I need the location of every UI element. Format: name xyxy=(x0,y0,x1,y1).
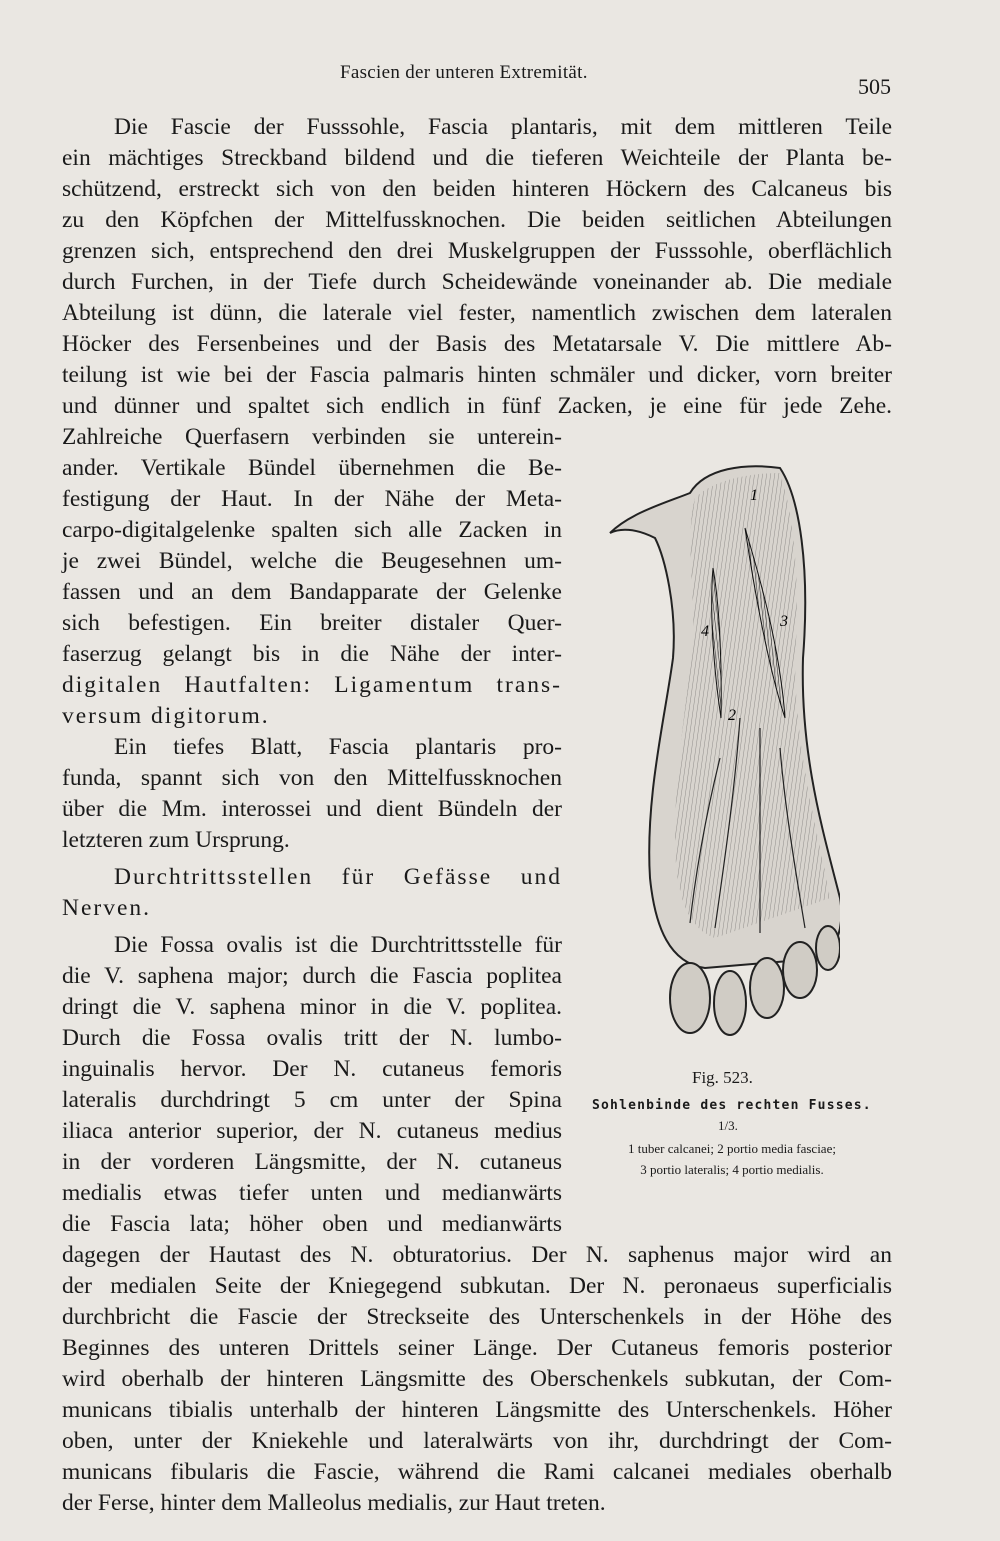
text-line: über die Mm. interossei und dient Bündeln der xyxy=(62,796,562,822)
text-line: der Ferse, hinter dem Malleolus medialis, zur Haut treten. xyxy=(62,1490,606,1516)
text-line: dagegen der Hautast des N. obturatorius. Der N. saphenus major wird an xyxy=(62,1242,892,1268)
figure-scale: 1/3. xyxy=(718,1118,738,1133)
text-line: die V. saphena major; durch die Fascia poplitea xyxy=(62,963,562,989)
figure-caption-title: Sohlenbinde des rechten Fusses. xyxy=(592,1098,872,1113)
text-line: letzteren zum Ursprung. xyxy=(62,827,290,853)
text-line: Die Fascie der Fusssohle, Fascia plantaris, mit dem mittleren Teile xyxy=(114,114,892,140)
figure-label: 3 xyxy=(780,613,788,630)
figure-label: 1 xyxy=(750,487,758,504)
text-line: durchbricht die Fascie der Streckseite des Unterschenkels in der Höhe des xyxy=(62,1304,892,1330)
text-line: medialis etwas tiefer unten und medianwärts xyxy=(62,1180,562,1206)
text-line: Abteilung ist dünn, die laterale viel fester, namentlich zwischen dem lateralen xyxy=(62,300,892,326)
text-line: carpo-digitalgelenke spalten sich alle Zacken in xyxy=(62,517,562,543)
text-line: teilung ist wie bei der Fascia palmaris hinten schmäler und dicker, vorn breiter xyxy=(62,362,892,388)
text-line: Höcker des Fersenbeines und der Basis des Metatarsale V. Die mittlere Ab- xyxy=(62,331,892,357)
text-line: municans fibularis die Fascie, während die Rami calcanei mediales oberhalb xyxy=(62,1459,892,1485)
figure-label: 2 xyxy=(728,707,736,724)
text-line: Die Fossa ovalis ist die Durchtrittsstelle für xyxy=(114,932,562,958)
text-line: wird oberhalb der hinteren Längsmitte des Oberschenkels subkutan, der Com- xyxy=(62,1366,892,1392)
text-line: durch Furchen, in der Tiefe durch Scheidewände voneinander ab. Die mediale xyxy=(62,269,892,295)
text-line: ander. Vertikale Bündel übernehmen die Be- xyxy=(62,455,562,481)
text-line: faserzug gelangt bis in die Nähe der inter- xyxy=(62,641,562,667)
text-line: in der vorderen Längsmitte, der N. cutaneus xyxy=(62,1149,562,1175)
text-line: inguinalis hervor. Der N. cutaneus femoris xyxy=(62,1056,562,1082)
figure-foot-illustration xyxy=(595,458,840,1043)
legend-line: 3 portio lateralis; 4 portio medialis. xyxy=(640,1162,824,1177)
legend-line: 1 tuber calcanei; 2 portio media fasciae; xyxy=(628,1141,836,1156)
text-line: dringt die V. saphena minor in die V. poplitea. xyxy=(62,994,562,1020)
figure-number: Fig. 523. xyxy=(692,1068,753,1087)
running-head: Fascien der unteren Extremität. xyxy=(340,62,588,83)
text-line: Zahlreiche Querfasern verbinden sie unterein- xyxy=(62,424,562,450)
text-line: digitalen Hautfalten: Ligamentum trans- xyxy=(62,672,562,698)
text-line: grenzen sich, entsprechend den drei Muskelgruppen der Fusssohle, oberflächlich xyxy=(62,238,892,264)
text-line: fassen und an dem Bandapparate der Gelenke xyxy=(62,579,562,605)
text-line: der medialen Seite der Kniegegend subkutan. Der N. peronaeus superficialis xyxy=(62,1273,892,1299)
text-line: Ein tiefes Blatt, Fascia plantaris pro- xyxy=(114,734,562,760)
text-line: schützend, erstreckt sich von den beiden hinteren Höckern des Calcaneus bis xyxy=(62,176,892,202)
text-line: lateralis durchdringt 5 cm unter der Spina xyxy=(62,1087,562,1113)
text-line: festigung der Haut. In der Nähe der Meta- xyxy=(62,486,562,512)
text-line: funda, spannt sich von den Mittelfussknochen xyxy=(62,765,562,791)
text-line: sich befestigen. Ein breiter distaler Quer- xyxy=(62,610,562,636)
page-number: 505 xyxy=(858,74,891,99)
text-line: versum digitorum. xyxy=(62,703,270,729)
text-line: die Fascia lata; höher oben und medianwärts xyxy=(62,1211,562,1237)
text-line: Durch die Fossa ovalis tritt der N. lumbo- xyxy=(62,1025,562,1051)
figure-label: 4 xyxy=(701,623,709,640)
section-heading: Nerven. xyxy=(62,895,152,921)
text-line: ein mächtiges Streckband bildend und die tieferen Weichteile der Planta be- xyxy=(62,145,892,171)
text-line: zu den Köpfchen der Mittelfussknochen. Die beiden seitlichen Abteilungen xyxy=(62,207,892,233)
page-header xyxy=(0,62,1000,99)
text-line: iliaca anterior superior, der N. cutaneus medius xyxy=(62,1118,562,1144)
text-line: und dünner und spaltet sich endlich in fünf Zacken, je eine für jede Zehe. xyxy=(62,393,892,419)
text-line: Beginnes des unteren Drittels seiner Länge. Der Cutaneus femoris posterior xyxy=(62,1335,892,1361)
text-line: municans tibialis unterhalb der hinteren Längsmitte des Unterschenkels. Höher xyxy=(62,1397,892,1423)
figure-legend xyxy=(582,1138,882,1180)
text-line: oben, unter der Kniekehle und lateralwärts von ihr, durchdringt der Com- xyxy=(62,1428,892,1454)
section-heading: Durchtrittsstellen für Gefässe und xyxy=(114,864,562,890)
text-line: je zwei Bündel, welche die Beugesehnen um- xyxy=(62,548,562,574)
